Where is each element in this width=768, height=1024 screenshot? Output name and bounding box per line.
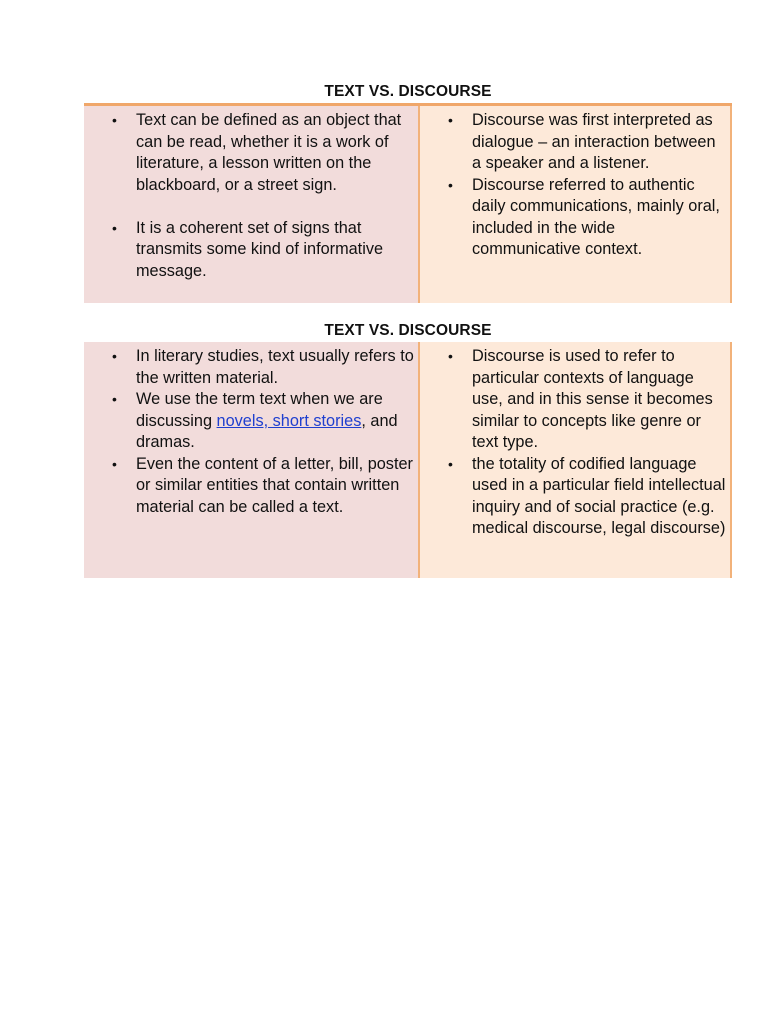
text-column (84, 342, 420, 578)
list-item (442, 454, 728, 540)
comparison-table-1 (84, 103, 732, 303)
list-item (106, 110, 418, 196)
bullet-icon: • (448, 176, 453, 193)
bullet-text: Discourse referred to authentic daily communications, mainly oral, included in the wide communicative context. (472, 175, 720, 258)
bullet-icon: • (448, 348, 453, 364)
bullet-icon: • (112, 348, 117, 364)
discourse-bullet-list (442, 110, 728, 261)
discourse-column (420, 106, 732, 303)
bullet-icon: • (112, 391, 117, 407)
bullet-icon: • (448, 455, 453, 472)
section-2-title: TEXT VS. DISCOURSE (324, 322, 492, 339)
list-item (106, 218, 418, 283)
list-item (106, 389, 418, 454)
list-item (442, 110, 728, 175)
text-bullet-list (106, 110, 418, 282)
list-item (442, 346, 728, 454)
text-column (84, 106, 420, 303)
novels-short-stories-link[interactable]: novels, short stories (216, 411, 362, 430)
discourse-column (420, 342, 732, 578)
bullet-icon: • (112, 219, 117, 236)
list-item (106, 454, 418, 519)
bullet-icon: • (112, 455, 117, 472)
list-item (442, 175, 728, 261)
bullet-text: the totality of codified language used in a particular field intellectual inquiry and of social practice (e.g. medical discourse, legal discourse) (472, 454, 726, 537)
bullet-text: Text can be defined as an object that can be read, whether it is a work of literature, a lesson written on the blackboard, or a street sign. (136, 111, 402, 194)
comparison-table-2 (84, 342, 732, 578)
discourse-bullet-list (442, 346, 728, 540)
list-item (106, 346, 418, 389)
bullet-text: Discourse is used to refer to particular contexts of language use, and in this sense it becomes similar to concepts like genre or text type. (472, 347, 713, 451)
bullet-icon: • (448, 112, 453, 128)
text-bullet-list (106, 346, 418, 518)
bullet-text-before: We use the term text when we are discussing (136, 390, 383, 430)
bullet-text-after: , and dramas. (136, 411, 398, 451)
bullet-text: Even the content of a letter, bill, poster or similar entities that contain written material can be called a text. (136, 454, 413, 516)
bullet-text: Discourse was first interpreted as dialogue – an interaction between a speaker and a listener. (472, 111, 716, 172)
bullet-icon: • (112, 112, 117, 128)
bullet-text: It is a coherent set of signs that transmits some kind of informative message. (136, 218, 384, 280)
section-1-title: TEXT VS. DISCOURSE (324, 83, 492, 100)
bullet-text: In literary studies, text usually refers to the written material. (136, 347, 414, 387)
